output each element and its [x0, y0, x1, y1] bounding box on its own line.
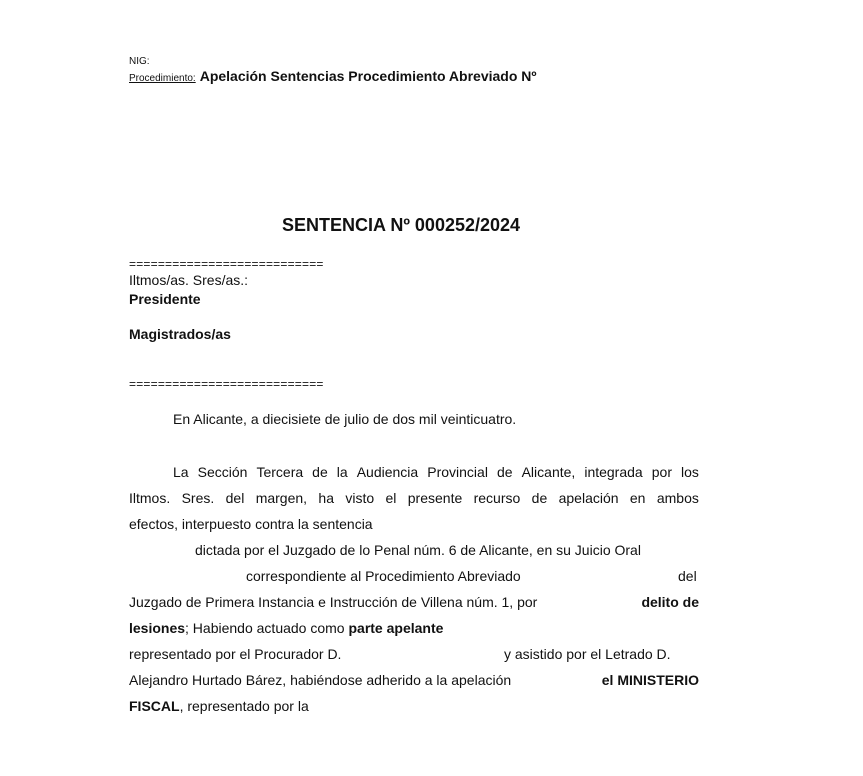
paragraph-line-4: dictada por el Juzgado de lo Penal núm. 6 de Alicante, en su Juicio Oral — [195, 542, 641, 558]
magistrates-heading: Iltmos/as. Sres/as.: — [129, 272, 249, 288]
paragraph-line-2: Iltmos. Sres. del margen, ha visto el presente recurso de apelación en ambos — [129, 490, 699, 506]
paragraph-line-5a: correspondiente al Procedimiento Abreviado — [246, 568, 521, 584]
separator-top: =========================== — [129, 257, 324, 271]
paragraph-line-1: La Sección Tercera de la Audiencia Provincial de Alicante, integrada por los — [173, 464, 699, 480]
paragraph-line-3: efectos, interpuesto contra la sentencia — [129, 516, 373, 532]
procedimiento-value: Apelación Sentencias Procedimiento Abreviado Nº — [199, 68, 537, 84]
paragraph-line-8a: representado por el Procurador D. — [129, 646, 342, 662]
paragraph-line-5b: del — [678, 568, 697, 584]
page-title: SENTENCIA Nº 000252/2024 — [282, 215, 521, 235]
date-line: En Alicante, a diecisiete de julio de dos mil veinticuatro. — [173, 411, 517, 427]
procedimiento-line — [129, 68, 537, 84]
presidente-label: Presidente — [129, 291, 201, 307]
paragraph-line-7: lesiones; Habiendo actuado como parte apelante — [129, 620, 444, 636]
paragraph-line-10: FISCAL, representado por la — [129, 698, 309, 714]
paragraph-line-8b: y asistido por el Letrado D. — [504, 646, 671, 662]
procedimiento-label: Procedimiento: — [129, 73, 196, 84]
nig-label: NIG: — [129, 56, 150, 67]
magistrados-label: Magistrados/as — [129, 326, 231, 342]
paragraph-line-6: Juzgado de Primera Instancia e Instrucción de Villena núm. 1, por delito de — [129, 594, 699, 610]
separator-bottom: =========================== — [129, 377, 324, 391]
paragraph-line-9: Alejandro Hurtado Bárez, habiéndose adherido a la apelación el MINISTERIO — [129, 672, 699, 688]
